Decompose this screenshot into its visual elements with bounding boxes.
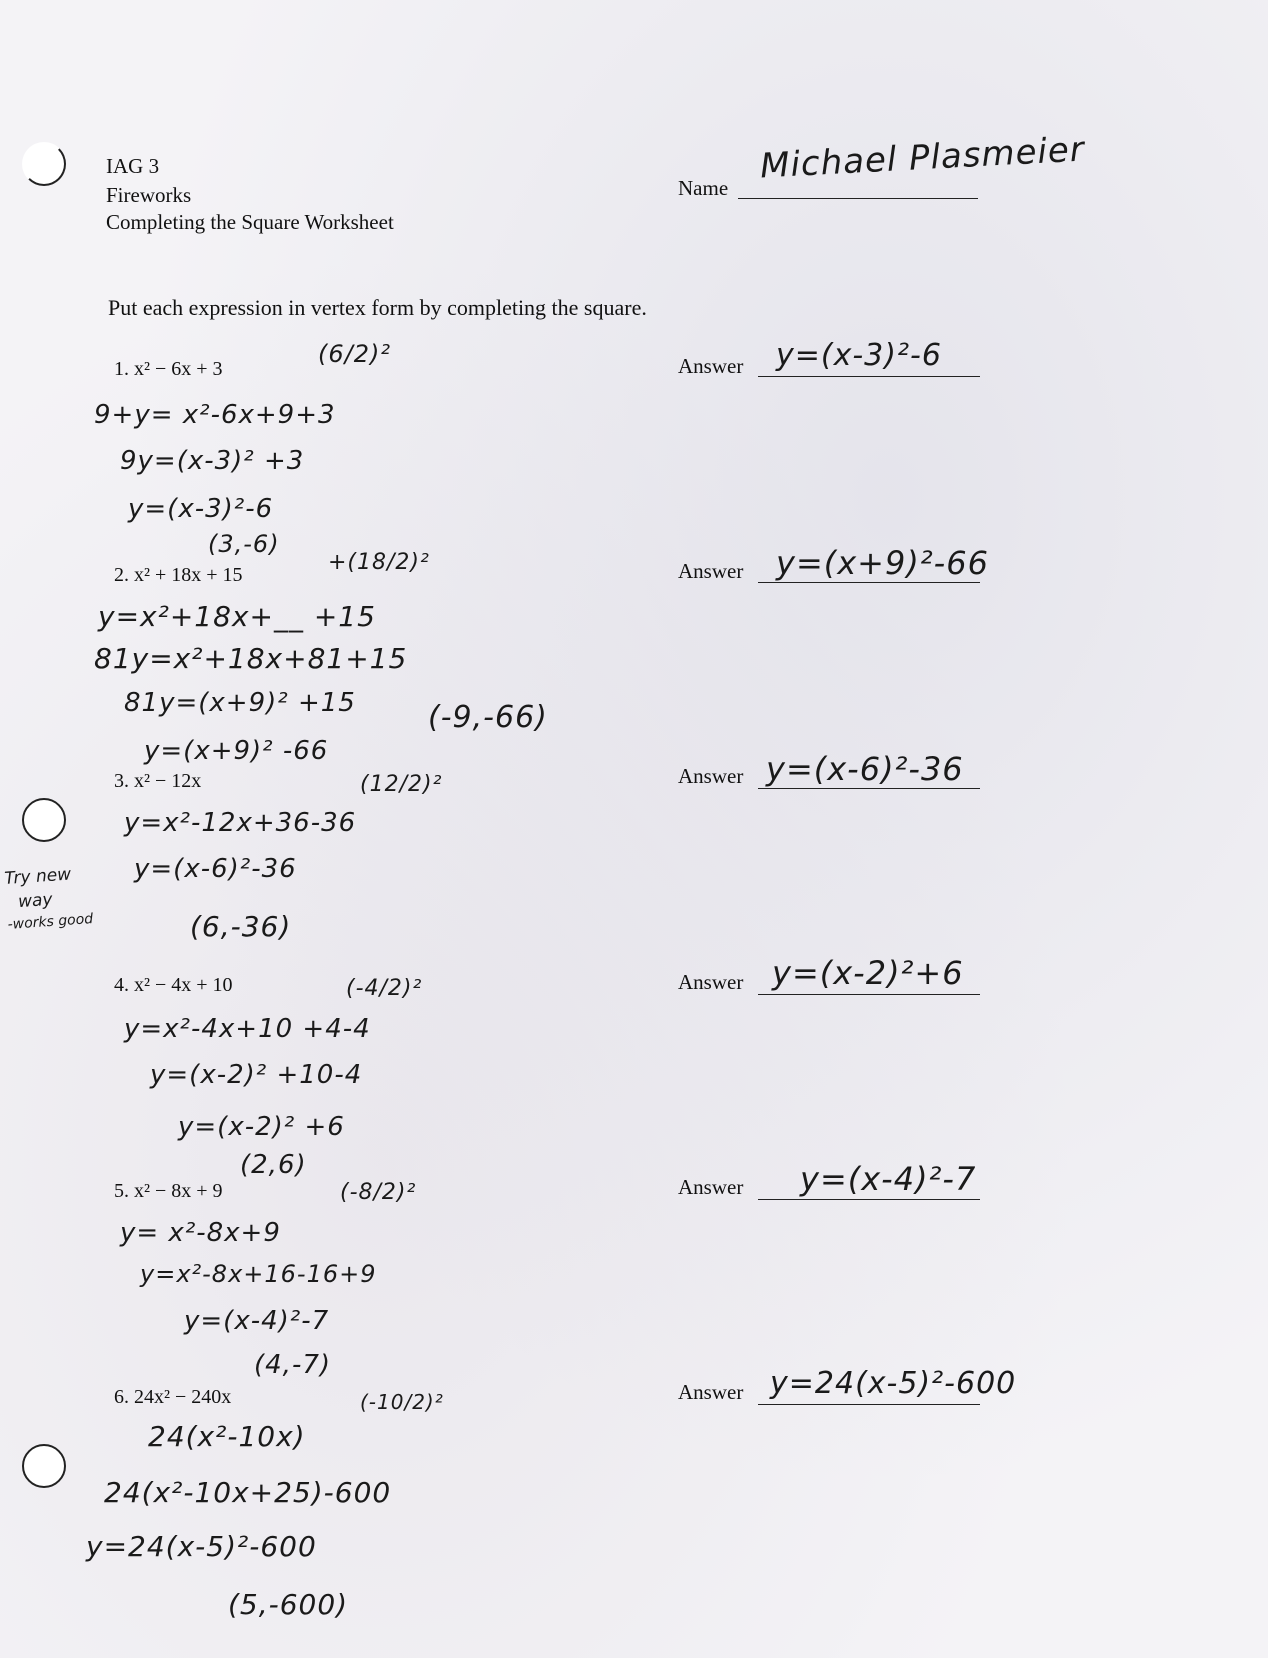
answer-line — [758, 1404, 980, 1405]
answer-label: Answer — [678, 1380, 744, 1404]
work-line: y=(x-6)²-36 — [134, 854, 297, 884]
answer-label: Answer — [678, 970, 744, 994]
work-line: y=24(x-5)²-600 — [86, 1530, 317, 1563]
problem-note: (-4/2)² — [346, 976, 423, 1001]
problem-note: (6/2)² — [318, 340, 391, 368]
problem-number: 2. — [114, 564, 129, 586]
vertex: (5,-600) — [228, 1588, 349, 1621]
answer-line — [758, 1199, 980, 1200]
margin-note-line: Try new — [3, 864, 72, 890]
work-line: 24(x²-10x) — [148, 1420, 306, 1453]
problem-number: 1. — [114, 358, 129, 380]
vertex: (2,6) — [240, 1150, 307, 1180]
instructions: Put each expression in vertex form by completing the square. — [108, 295, 647, 320]
problem-6 — [114, 1386, 231, 1409]
work-line: 9+y= x²-6x+9+3 — [94, 400, 336, 430]
problem-1 — [114, 358, 223, 381]
work-line: y=(x-2)² +10-4 — [150, 1060, 363, 1090]
binder-hole-bottom — [22, 1444, 66, 1488]
work-line: y=(x-2)² +6 — [178, 1112, 345, 1142]
student-name: Michael Plasmeier — [759, 129, 1086, 187]
answer-label: Answer — [678, 764, 744, 788]
work-line: 24(x²-10x+25)-600 — [104, 1476, 392, 1509]
problem-expression: x² − 6x + 3 — [134, 358, 223, 380]
unit-label: Fireworks — [106, 183, 192, 207]
answer-value: y=(x+9)²-66 — [776, 544, 989, 582]
worksheet-title: Completing the Square Worksheet — [106, 210, 394, 234]
problem-expression: x² − 12x — [134, 770, 202, 792]
problem-expression: x² − 4x + 10 — [134, 974, 233, 996]
problem-note: (-10/2)² — [360, 1390, 444, 1414]
problem-2 — [114, 564, 243, 587]
binder-hole-middle — [22, 798, 66, 842]
vertex: (-9,-66) — [428, 700, 548, 735]
margin-note-line: -works good — [7, 910, 94, 933]
work-line: y= x²-8x+9 — [120, 1218, 281, 1248]
problem-number: 6. — [114, 1386, 129, 1408]
work-line: 81y=(x+9)² +15 — [124, 688, 356, 718]
vertex: (4,-7) — [254, 1350, 332, 1380]
answer-label: Answer — [678, 1175, 744, 1199]
work-line: y=(x+9)² -66 — [144, 736, 329, 766]
problem-expression: x² − 8x + 9 — [134, 1180, 223, 1202]
answer-value: y=(x-3)²-6 — [776, 338, 942, 373]
problem-number: 5. — [114, 1180, 129, 1202]
answer-value: y=(x-4)²-7 — [800, 1160, 977, 1198]
work-line: y=(x-3)²-6 — [128, 494, 274, 524]
problem-5 — [114, 1180, 223, 1203]
work-line: y=x²-12x+36-36 — [124, 808, 357, 838]
work-line: y=x²-4x+10 +4-4 — [124, 1014, 371, 1044]
answer-value: y=24(x-5)²-600 — [770, 1366, 1017, 1401]
binder-hole-top — [22, 142, 66, 186]
work-line: 9y=(x-3)² +3 — [120, 446, 305, 476]
answer-label: Answer — [678, 559, 744, 583]
answer-line — [758, 994, 980, 995]
answer-value: y=(x-2)²+6 — [772, 954, 964, 992]
problem-3 — [114, 770, 201, 793]
work-line: y=x²-8x+16-16+9 — [140, 1260, 377, 1288]
problem-expression: 24x² − 240x — [134, 1386, 232, 1408]
work-line: y=(x-4)²-7 — [184, 1306, 330, 1336]
problem-4 — [114, 974, 233, 997]
answer-line — [758, 582, 980, 583]
problem-note: +(18/2)² — [328, 550, 430, 575]
answer-line — [758, 788, 980, 789]
answer-line — [758, 376, 980, 377]
work-line: y=x²+18x+__ +15 — [98, 600, 376, 633]
problem-number: 4. — [114, 974, 129, 996]
vertex: (6,-36) — [190, 910, 292, 943]
problem-number: 3. — [114, 770, 129, 792]
problem-note: (-8/2)² — [340, 1180, 417, 1205]
course-label: IAG 3 — [106, 154, 160, 178]
problem-note: (12/2)² — [360, 772, 443, 797]
vertex: (3,-6) — [208, 530, 280, 558]
name-line — [738, 198, 978, 199]
answer-label: Answer — [678, 354, 744, 378]
margin-note-line: way — [17, 889, 54, 912]
name-label: Name — [678, 176, 729, 200]
work-line: 81y=x²+18x+81+15 — [94, 642, 408, 675]
answer-value: y=(x-6)²-36 — [766, 750, 964, 788]
margin-note — [4, 862, 94, 935]
problem-expression: x² + 18x + 15 — [134, 564, 243, 586]
